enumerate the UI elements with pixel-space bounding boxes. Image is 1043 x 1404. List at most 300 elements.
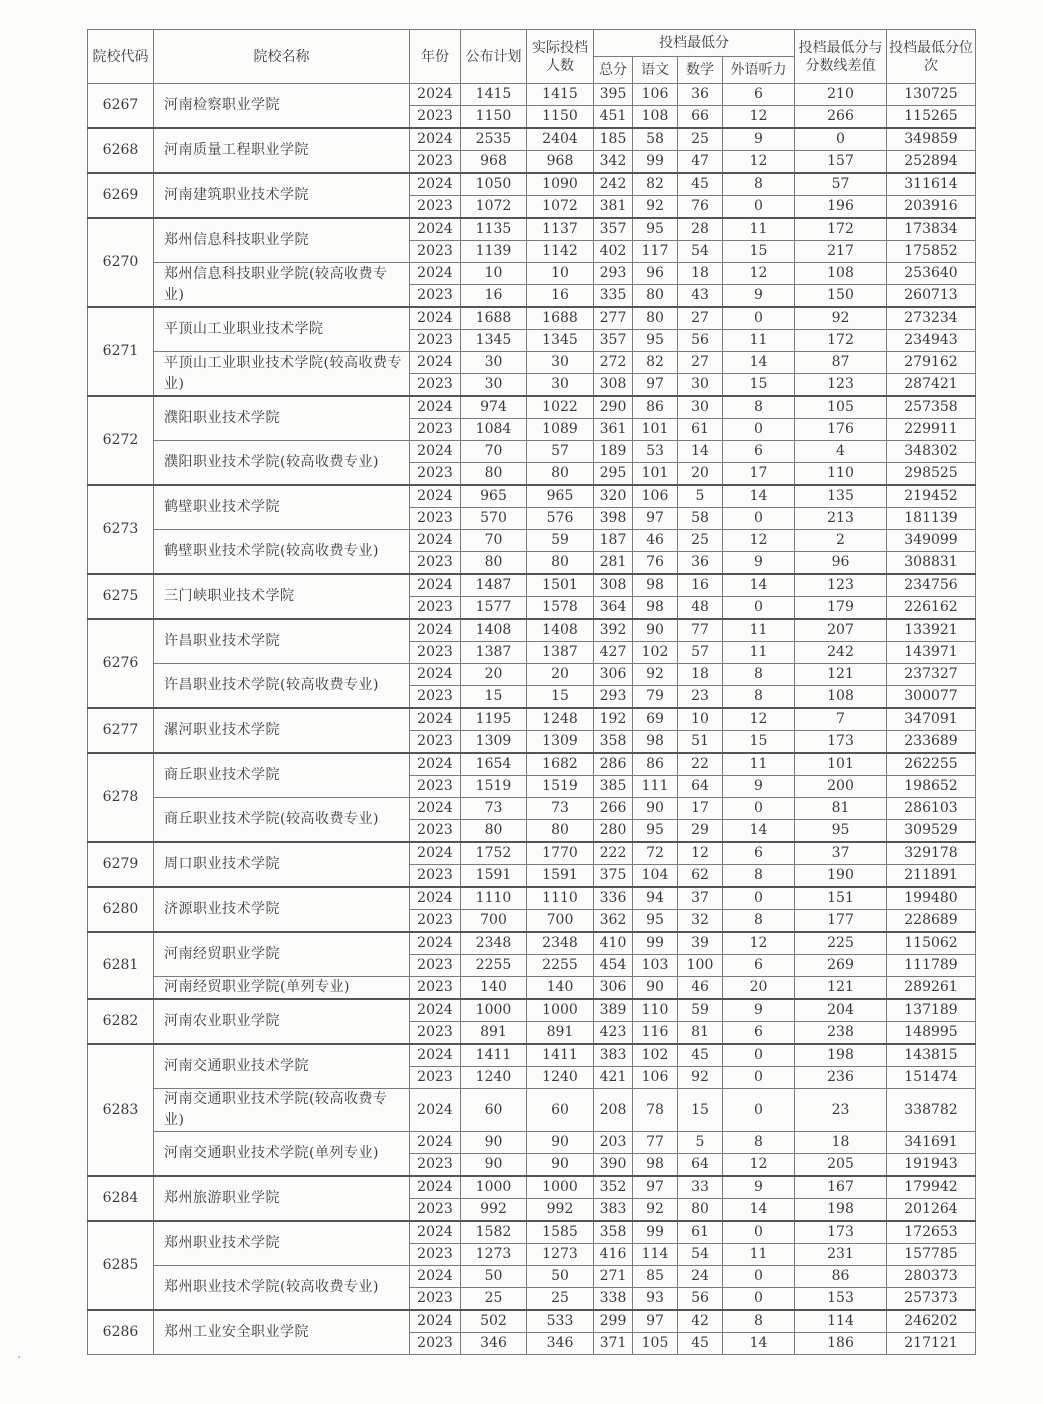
- cell-total: 385: [594, 776, 633, 798]
- cell-diff: 150: [795, 285, 887, 308]
- cell-actual: 1345: [527, 330, 594, 352]
- cell-actual: 1415: [527, 84, 594, 106]
- cell-diff: 179: [795, 597, 887, 620]
- table-row: [88, 396, 976, 419]
- school-name: 郑州职业技术学院: [154, 1221, 410, 1266]
- cell-total: 338: [594, 1288, 633, 1311]
- cell-listening: 9: [723, 776, 795, 798]
- cell-math: 42: [678, 1310, 723, 1333]
- cell-total: 336: [594, 887, 633, 910]
- cell-math: 33: [678, 1176, 723, 1199]
- cell-diff: 23: [795, 1089, 887, 1132]
- cell-actual: 20: [527, 664, 594, 686]
- cell-listening: 12: [723, 932, 795, 955]
- cell-actual: 992: [527, 1199, 594, 1222]
- cell-year: 2024: [410, 1132, 461, 1154]
- cell-math: 36: [678, 552, 723, 575]
- cell-year: 2024: [410, 1176, 461, 1199]
- cell-rank: 257358: [887, 396, 976, 419]
- col-listening-header: 外语听力: [723, 57, 795, 84]
- table-row: [88, 753, 976, 776]
- table-row: [88, 307, 976, 330]
- cell-math: 80: [678, 1199, 723, 1222]
- cell-year: 2024: [410, 842, 461, 865]
- cell-rank: 246202: [887, 1310, 976, 1333]
- cell-year: 2024: [410, 530, 461, 552]
- cell-actual: 1770: [527, 842, 594, 865]
- cell-plan: 16: [461, 285, 527, 308]
- cell-diff: 198: [795, 1199, 887, 1222]
- cell-math: 48: [678, 597, 723, 620]
- cell-total: 306: [594, 977, 633, 1000]
- cell-diff: 121: [795, 664, 887, 686]
- cell-chinese: 80: [633, 307, 678, 330]
- cell-listening: 0: [723, 1288, 795, 1311]
- cell-listening: 12: [723, 263, 795, 285]
- cell-actual: 90: [527, 1154, 594, 1177]
- cell-chinese: 95: [633, 820, 678, 843]
- cell-math: 14: [678, 441, 723, 463]
- table-row: [88, 84, 976, 106]
- cell-rank: 211891: [887, 865, 976, 888]
- cell-chinese: 93: [633, 1288, 678, 1311]
- school-name: 郑州职业技术学院(较高收费专业): [154, 1266, 410, 1311]
- cell-chinese: 76: [633, 552, 678, 575]
- cell-chinese: 82: [633, 352, 678, 374]
- cell-plan: 968: [461, 151, 527, 174]
- cell-diff: 123: [795, 574, 887, 597]
- cell-diff: 4: [795, 441, 887, 463]
- cell-total: 295: [594, 463, 633, 486]
- cell-diff: 242: [795, 642, 887, 664]
- cell-math: 54: [678, 241, 723, 263]
- cell-actual: 80: [527, 552, 594, 575]
- school-code: 6286: [88, 1310, 154, 1355]
- cell-plan: 1084: [461, 419, 527, 441]
- school-name: 河南交通职业技术学院: [154, 1044, 410, 1089]
- cell-math: 56: [678, 330, 723, 352]
- cell-actual: 2255: [527, 955, 594, 977]
- cell-listening: 0: [723, 1089, 795, 1132]
- cell-year: 2023: [410, 285, 461, 308]
- cell-listening: 8: [723, 686, 795, 709]
- cell-plan: 80: [461, 463, 527, 486]
- cell-listening: 20: [723, 977, 795, 1000]
- school-name: 平顶山工业职业技术学院(较高收费专业): [154, 352, 410, 397]
- cell-actual: 10: [527, 263, 594, 285]
- cell-math: 5: [678, 485, 723, 508]
- cell-listening: 0: [723, 1221, 795, 1244]
- admission-score-table: [87, 29, 976, 1355]
- school-name: 濮阳职业技术学院(较高收费专业): [154, 441, 410, 486]
- cell-plan: 992: [461, 1199, 527, 1222]
- cell-math: 22: [678, 753, 723, 776]
- cell-actual: 1688: [527, 307, 594, 330]
- cell-actual: 2348: [527, 932, 594, 955]
- cell-rank: 111789: [887, 955, 976, 977]
- cell-diff: 217: [795, 241, 887, 263]
- cell-actual: 30: [527, 374, 594, 397]
- cell-actual: 1682: [527, 753, 594, 776]
- cell-total: 281: [594, 552, 633, 575]
- col-math-header: 数学: [678, 57, 723, 84]
- col-year-header: 年份: [410, 30, 461, 84]
- cell-chinese: 98: [633, 574, 678, 597]
- cell-total: 383: [594, 1199, 633, 1222]
- cell-year: 2024: [410, 574, 461, 597]
- cell-rank: 229911: [887, 419, 976, 441]
- cell-year: 2023: [410, 1288, 461, 1311]
- cell-plan: 1752: [461, 842, 527, 865]
- school-name: 周口职业技术学院: [154, 842, 410, 887]
- school-name: 河南建筑职业技术学院: [154, 173, 410, 218]
- cell-year: 2023: [410, 419, 461, 441]
- cell-chinese: 95: [633, 910, 678, 933]
- cell-plan: 1688: [461, 307, 527, 330]
- cell-rank: 273234: [887, 307, 976, 330]
- cell-actual: 891: [527, 1022, 594, 1045]
- cell-total: 454: [594, 955, 633, 977]
- cell-chinese: 98: [633, 731, 678, 754]
- cell-rank: 130725: [887, 84, 976, 106]
- cell-actual: 1089: [527, 419, 594, 441]
- cell-plan: 1487: [461, 574, 527, 597]
- cell-chinese: 90: [633, 619, 678, 642]
- school-name: 济源职业技术学院: [154, 887, 410, 932]
- school-code: 6275: [88, 574, 154, 619]
- cell-rank: 311614: [887, 173, 976, 196]
- cell-listening: 6: [723, 1022, 795, 1045]
- cell-total: 280: [594, 820, 633, 843]
- table-row: [88, 887, 976, 910]
- cell-listening: 0: [723, 1044, 795, 1067]
- school-name: 鹤壁职业技术学院(较高收费专业): [154, 530, 410, 575]
- cell-total: 293: [594, 263, 633, 285]
- cell-diff: 210: [795, 84, 887, 106]
- cell-year: 2024: [410, 173, 461, 196]
- cell-year: 2023: [410, 106, 461, 129]
- cell-math: 46: [678, 977, 723, 1000]
- school-name: 濮阳职业技术学院: [154, 396, 410, 441]
- cell-chinese: 95: [633, 330, 678, 352]
- cell-actual: 1501: [527, 574, 594, 597]
- school-code: 6281: [88, 932, 154, 999]
- cell-plan: 15: [461, 686, 527, 709]
- cell-chinese: 92: [633, 664, 678, 686]
- cell-year: 2024: [410, 1266, 461, 1288]
- cell-math: 64: [678, 1154, 723, 1177]
- cell-listening: 8: [723, 1132, 795, 1154]
- cell-rank: 228689: [887, 910, 976, 933]
- cell-plan: 1273: [461, 1244, 527, 1266]
- cell-diff: 105: [795, 396, 887, 419]
- cell-year: 2023: [410, 330, 461, 352]
- cell-total: 357: [594, 330, 633, 352]
- cell-rank: 133921: [887, 619, 976, 642]
- cell-diff: 266: [795, 106, 887, 129]
- cell-total: 371: [594, 1333, 633, 1355]
- cell-chinese: 106: [633, 84, 678, 106]
- cell-actual: 1309: [527, 731, 594, 754]
- cell-listening: 6: [723, 441, 795, 463]
- cell-chinese: 110: [633, 999, 678, 1022]
- cell-listening: 8: [723, 1310, 795, 1333]
- cell-plan: 570: [461, 508, 527, 530]
- cell-actual: 1387: [527, 642, 594, 664]
- cell-total: 189: [594, 441, 633, 463]
- cell-actual: 1248: [527, 708, 594, 731]
- cell-year: 2024: [410, 619, 461, 642]
- cell-plan: 80: [461, 820, 527, 843]
- cell-rank: 181139: [887, 508, 976, 530]
- cell-total: 299: [594, 1310, 633, 1333]
- school-name: 漯河职业技术学院: [154, 708, 410, 753]
- cell-math: 43: [678, 285, 723, 308]
- cell-diff: 207: [795, 619, 887, 642]
- cell-plan: 1072: [461, 196, 527, 219]
- cell-rank: 148995: [887, 1022, 976, 1045]
- cell-chinese: 99: [633, 1221, 678, 1244]
- cell-diff: 177: [795, 910, 887, 933]
- table-row: [88, 932, 976, 955]
- cell-diff: 236: [795, 1067, 887, 1089]
- cell-listening: 9: [723, 128, 795, 151]
- table-row: [88, 173, 976, 196]
- cell-total: 395: [594, 84, 633, 106]
- cell-chinese: 69: [633, 708, 678, 731]
- cell-total: 293: [594, 686, 633, 709]
- cell-math: 10: [678, 708, 723, 731]
- cell-total: 222: [594, 842, 633, 865]
- school-name: 河南农业职业学院: [154, 999, 410, 1044]
- cell-rank: 137189: [887, 999, 976, 1022]
- cell-total: 342: [594, 151, 633, 174]
- cell-math: 62: [678, 865, 723, 888]
- cell-actual: 59: [527, 530, 594, 552]
- cell-math: 76: [678, 196, 723, 219]
- col-min-score-header: 投档最低分: [594, 30, 795, 57]
- cell-listening: 9: [723, 285, 795, 308]
- cell-actual: 1273: [527, 1244, 594, 1266]
- school-code: 6284: [88, 1176, 154, 1221]
- cell-year: 2023: [410, 1154, 461, 1177]
- table-row: [88, 1044, 976, 1067]
- school-code: 6285: [88, 1221, 154, 1310]
- col-total-header: 总分: [594, 57, 633, 84]
- cell-math: 28: [678, 218, 723, 241]
- cell-total: 266: [594, 798, 633, 820]
- cell-rank: 179942: [887, 1176, 976, 1199]
- cell-year: 2024: [410, 708, 461, 731]
- cell-total: 362: [594, 910, 633, 933]
- cell-year: 2023: [410, 731, 461, 754]
- cell-diff: 95: [795, 820, 887, 843]
- cell-plan: 965: [461, 485, 527, 508]
- cell-diff: 86: [795, 1266, 887, 1288]
- cell-total: 308: [594, 574, 633, 597]
- cell-actual: 1000: [527, 1176, 594, 1199]
- cell-total: 358: [594, 1221, 633, 1244]
- cell-plan: 70: [461, 441, 527, 463]
- cell-rank: 143971: [887, 642, 976, 664]
- school-name: 河南检察职业学院: [154, 84, 410, 129]
- cell-actual: 1000: [527, 999, 594, 1022]
- cell-plan: 346: [461, 1333, 527, 1355]
- cell-actual: 15: [527, 686, 594, 709]
- cell-math: 39: [678, 932, 723, 955]
- school-name: 商丘职业技术学院(较高收费专业): [154, 798, 410, 843]
- cell-plan: 90: [461, 1132, 527, 1154]
- school-name: 河南质量工程职业学院: [154, 128, 410, 173]
- cell-diff: 123: [795, 374, 887, 397]
- cell-diff: 121: [795, 977, 887, 1000]
- cell-listening: 11: [723, 1244, 795, 1266]
- cell-chinese: 90: [633, 977, 678, 1000]
- cell-year: 2024: [410, 396, 461, 419]
- cell-listening: 14: [723, 1333, 795, 1355]
- cell-listening: 14: [723, 574, 795, 597]
- cell-rank: 309529: [887, 820, 976, 843]
- cell-plan: 90: [461, 1154, 527, 1177]
- cell-chinese: 103: [633, 955, 678, 977]
- cell-diff: 135: [795, 485, 887, 508]
- cell-math: 61: [678, 419, 723, 441]
- cell-chinese: 98: [633, 1154, 678, 1177]
- cell-plan: 1411: [461, 1044, 527, 1067]
- cell-rank: 253640: [887, 263, 976, 285]
- cell-math: 100: [678, 955, 723, 977]
- cell-diff: 204: [795, 999, 887, 1022]
- cell-plan: 70: [461, 530, 527, 552]
- cell-listening: 12: [723, 530, 795, 552]
- cell-year: 2023: [410, 241, 461, 263]
- cell-total: 383: [594, 1044, 633, 1067]
- cell-chinese: 72: [633, 842, 678, 865]
- cell-chinese: 85: [633, 1266, 678, 1288]
- school-code: 6272: [88, 396, 154, 485]
- cell-diff: 231: [795, 1244, 887, 1266]
- table-row: [88, 574, 976, 597]
- cell-chinese: 97: [633, 1176, 678, 1199]
- table-row: [88, 1266, 976, 1288]
- school-code: 6269: [88, 173, 154, 218]
- cell-chinese: 101: [633, 419, 678, 441]
- cell-diff: 172: [795, 330, 887, 352]
- cell-total: 208: [594, 1089, 633, 1132]
- cell-plan: 1415: [461, 84, 527, 106]
- cell-listening: 6: [723, 842, 795, 865]
- cell-total: 421: [594, 1067, 633, 1089]
- cell-total: 410: [594, 932, 633, 955]
- cell-plan: 30: [461, 374, 527, 397]
- cell-chinese: 99: [633, 932, 678, 955]
- table-row: [88, 977, 976, 1000]
- cell-listening: 6: [723, 84, 795, 106]
- cell-math: 29: [678, 820, 723, 843]
- cell-math: 20: [678, 463, 723, 486]
- cell-math: 56: [678, 1288, 723, 1311]
- cell-total: 187: [594, 530, 633, 552]
- cell-plan: 1000: [461, 999, 527, 1022]
- cell-year: 2023: [410, 1244, 461, 1266]
- cell-diff: 269: [795, 955, 887, 977]
- cell-diff: 173: [795, 731, 887, 754]
- cell-rank: 151474: [887, 1067, 976, 1089]
- cell-actual: 1022: [527, 396, 594, 419]
- school-name: 河南交通职业技术学院(较高收费专业): [154, 1089, 410, 1132]
- cell-chinese: 77: [633, 1132, 678, 1154]
- cell-diff: 81: [795, 798, 887, 820]
- cell-chinese: 97: [633, 1310, 678, 1333]
- cell-math: 17: [678, 798, 723, 820]
- cell-actual: 1411: [527, 1044, 594, 1067]
- col-name-header: 院校名称: [154, 30, 410, 84]
- cell-diff: 2: [795, 530, 887, 552]
- cell-listening: 12: [723, 708, 795, 731]
- cell-chinese: 117: [633, 241, 678, 263]
- cell-chinese: 78: [633, 1089, 678, 1132]
- cell-listening: 14: [723, 352, 795, 374]
- cell-year: 2023: [410, 196, 461, 219]
- cell-total: 361: [594, 419, 633, 441]
- cell-actual: 1142: [527, 241, 594, 263]
- cell-math: 25: [678, 530, 723, 552]
- cell-diff: 110: [795, 463, 887, 486]
- cell-math: 12: [678, 842, 723, 865]
- cell-chinese: 46: [633, 530, 678, 552]
- cell-diff: 108: [795, 686, 887, 709]
- cell-actual: 1578: [527, 597, 594, 620]
- cell-chinese: 102: [633, 642, 678, 664]
- table-row: [88, 485, 976, 508]
- cell-year: 2023: [410, 151, 461, 174]
- cell-diff: 186: [795, 1333, 887, 1355]
- cell-year: 2024: [410, 999, 461, 1022]
- cell-listening: 15: [723, 241, 795, 263]
- cell-listening: 14: [723, 820, 795, 843]
- school-name: 河南交通职业技术学院(单列专业): [154, 1132, 410, 1177]
- cell-plan: 1000: [461, 1176, 527, 1199]
- cell-rank: 349859: [887, 128, 976, 151]
- cell-total: 320: [594, 485, 633, 508]
- cell-listening: 12: [723, 106, 795, 129]
- school-code: 6282: [88, 999, 154, 1044]
- cell-rank: 260713: [887, 285, 976, 308]
- cell-rank: 257373: [887, 1288, 976, 1311]
- cell-diff: 57: [795, 173, 887, 196]
- cell-math: 61: [678, 1221, 723, 1244]
- cell-plan: 50: [461, 1266, 527, 1288]
- cell-rank: 173834: [887, 218, 976, 241]
- cell-plan: 2255: [461, 955, 527, 977]
- table-body: [88, 84, 976, 1355]
- cell-rank: 201264: [887, 1199, 976, 1222]
- cell-listening: 0: [723, 597, 795, 620]
- cell-year: 2023: [410, 463, 461, 486]
- cell-math: 45: [678, 1044, 723, 1067]
- cell-math: 92: [678, 1067, 723, 1089]
- cell-listening: 15: [723, 731, 795, 754]
- cell-diff: 87: [795, 352, 887, 374]
- table-row: [88, 1176, 976, 1199]
- cell-rank: 115265: [887, 106, 976, 129]
- table-row: [88, 530, 976, 552]
- cell-math: 77: [678, 619, 723, 642]
- school-name: 许昌职业技术学院(较高收费专业): [154, 664, 410, 709]
- cell-diff: 92: [795, 307, 887, 330]
- cell-math: 47: [678, 151, 723, 174]
- cell-rank: 298525: [887, 463, 976, 486]
